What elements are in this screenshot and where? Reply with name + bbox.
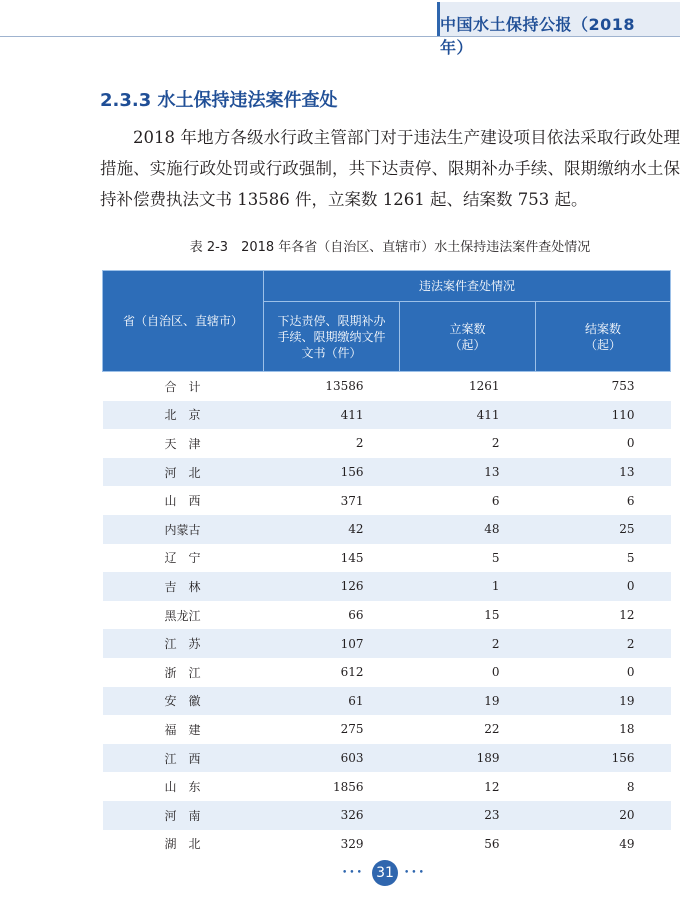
table-header: [103, 271, 671, 372]
cell-filed: 6: [491, 493, 500, 508]
table-row: [103, 830, 671, 859]
table-row: [103, 601, 671, 630]
cell-closed: 0: [626, 665, 635, 680]
cell-documents: 2: [355, 436, 364, 451]
cell-province: 河 南: [103, 801, 264, 830]
cell-documents: 107: [264, 629, 400, 658]
cell-documents: 603: [264, 744, 400, 773]
cell-filed: 2: [491, 436, 500, 451]
cell-filed: 0: [491, 665, 500, 680]
page-number: 31: [372, 860, 398, 886]
table-row: [103, 801, 671, 830]
cell-documents: 66: [348, 608, 364, 623]
cell-filed: 56: [484, 836, 500, 851]
header-group: 违法案件查处情况: [264, 271, 671, 302]
table-row: [103, 572, 671, 601]
cell-closed: 12: [619, 608, 635, 623]
cell-filed: 22: [484, 722, 500, 737]
cell-province: 山 东: [164, 780, 201, 795]
cell-province: 吉 林: [103, 572, 264, 601]
header-rule: [0, 36, 680, 37]
cell-documents: 42: [264, 515, 400, 544]
table-row: [103, 486, 671, 515]
cell-documents: 126: [264, 572, 400, 601]
cell-province: 江 苏: [103, 629, 264, 658]
cell-documents: 61: [264, 687, 400, 716]
cell-filed: 2: [400, 629, 536, 658]
cell-closed: 25: [536, 515, 671, 544]
table-row: [103, 715, 671, 744]
cell-closed: 0: [536, 572, 671, 601]
cell-province: 山 西: [164, 494, 201, 509]
cell-province: 合 计: [164, 379, 201, 394]
table-row: [103, 658, 671, 687]
section-heading: 2.3.3 水土保持违法案件查处: [100, 90, 338, 111]
cell-documents: 1856: [332, 779, 364, 794]
cell-filed: 19: [400, 687, 536, 716]
cell-documents: 371: [340, 493, 364, 508]
cell-closed: 13: [536, 458, 671, 487]
cell-filed: 5: [491, 550, 500, 565]
cell-documents: 156: [264, 458, 400, 487]
cell-province: 河 北: [103, 458, 264, 487]
cell-province: 内蒙古: [103, 515, 264, 544]
cell-closed: 0: [626, 436, 635, 451]
cell-documents: 13586: [325, 379, 364, 394]
cell-filed: 13: [400, 458, 536, 487]
cell-documents: 329: [340, 836, 364, 851]
table-row: [103, 458, 671, 487]
cell-province: 江 西: [103, 744, 264, 773]
case-table-container: [102, 270, 670, 858]
cell-documents: 275: [340, 722, 364, 737]
cell-filed: 23: [400, 801, 536, 830]
table-row: [103, 515, 671, 544]
table-row: [103, 772, 671, 801]
cell-filed: 12: [484, 779, 500, 794]
cell-filed: 1261: [468, 379, 500, 394]
cell-closed: 6: [626, 493, 635, 508]
cell-closed: 18: [619, 722, 635, 737]
cell-filed: 411: [400, 401, 536, 430]
table-row: [103, 687, 671, 716]
cell-documents: 411: [264, 401, 400, 430]
cell-province: 湖 北: [164, 837, 201, 852]
header-province: 省（自治区、直辖市）: [103, 271, 264, 372]
cell-province: 北 京: [103, 401, 264, 430]
publication-title: 中国水土保持公报（2018 年）: [440, 15, 636, 57]
table-row: [103, 629, 671, 658]
cell-province: 安 徽: [103, 687, 264, 716]
header-tab: [437, 2, 680, 57]
table-row: [103, 544, 671, 573]
table-row: [103, 372, 671, 401]
cell-filed: 48: [400, 515, 536, 544]
table-row: [103, 744, 671, 773]
cell-closed: 753: [611, 379, 635, 394]
table-row: [103, 429, 671, 458]
header-filed: 立案数 （起）: [400, 302, 536, 372]
cell-province: 黑龙江: [164, 608, 201, 623]
cell-closed: 20: [536, 801, 671, 830]
cell-province: 辽 宁: [164, 551, 201, 566]
cell-closed: 19: [536, 687, 671, 716]
footer-dots-right: •••: [404, 868, 426, 878]
header-closed: 结案数 （起）: [536, 302, 671, 372]
footer-dots-left: •••: [342, 868, 364, 878]
cell-closed: 5: [626, 550, 635, 565]
cell-documents: 326: [264, 801, 400, 830]
cell-closed: 49: [619, 836, 635, 851]
cell-province: 浙 江: [164, 665, 201, 680]
cell-province: 福 建: [164, 722, 201, 737]
header-documents: 下达责停、限期补办手续、限期缴纳文件文书（件）: [264, 302, 400, 372]
cell-province: 天 津: [164, 436, 201, 451]
cell-filed: 189: [400, 744, 536, 773]
case-table: [102, 270, 671, 858]
table-body: [103, 372, 671, 859]
table-row: [103, 401, 671, 430]
body-paragraph: 2018 年地方各级水行政主管部门对于违法生产建设项目依法采取行政处理措施、实施行政处罚或行政强制，共下达责停、限期补办手续、限期缴纳水土保持补偿费执法文书 13586 件，立案数 1261 起、结案数 753 起。: [100, 128, 680, 209]
cell-closed: 2: [536, 629, 671, 658]
table-caption: 表 2-3 2018 年各省（自治区、直辖市）水土保持违法案件查处情况: [189, 240, 591, 255]
cell-filed: 15: [484, 608, 500, 623]
page-footer: [0, 858, 680, 888]
cell-documents: 145: [340, 550, 364, 565]
cell-closed: 156: [536, 744, 671, 773]
cell-closed: 110: [536, 401, 671, 430]
cell-documents: 612: [340, 665, 364, 680]
cell-filed: 1: [400, 572, 536, 601]
cell-closed: 8: [626, 779, 635, 794]
